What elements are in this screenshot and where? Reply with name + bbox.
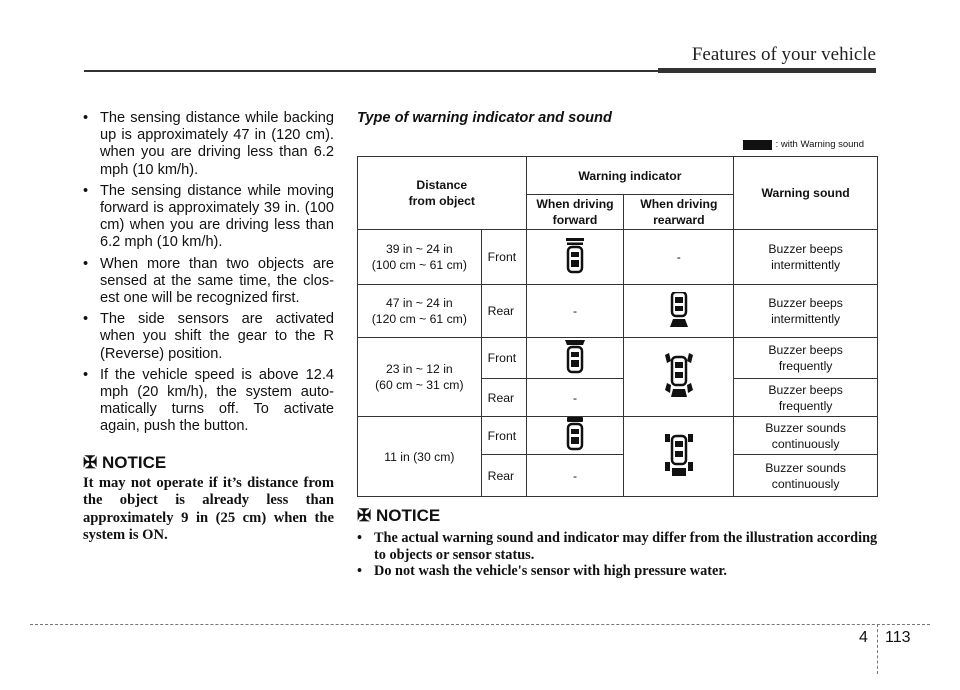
header-forward-line1: When driving xyxy=(536,197,614,211)
sound-line1: Buzzer beeps xyxy=(768,382,843,397)
rearward-indicator-cell: - xyxy=(624,230,734,285)
distance-cell xyxy=(358,338,482,417)
header-distance-line1: Distance xyxy=(416,178,468,192)
sound-line1: Buzzer beeps xyxy=(768,343,843,357)
sound-line2: intermittently xyxy=(771,258,841,272)
sound-cell xyxy=(734,379,878,417)
header-rearward xyxy=(624,195,734,230)
sound-cell xyxy=(734,417,878,455)
forward-indicator-cell xyxy=(526,417,624,455)
cross-icon: ✠ xyxy=(357,506,372,525)
warning-table xyxy=(357,156,878,497)
notice-item-text: The actual warning sound and indicator may differ from the illustration according to objects or sensor status. xyxy=(374,530,878,563)
rearward-indicator-cell xyxy=(624,338,734,417)
distance-line2: (60 cm ~ 31 cm) xyxy=(375,378,464,392)
bullet-text: If the vehicle speed is above 12.4 mph (20 km/h), the system auto- matically turns off. To activate again, push the button. xyxy=(100,366,334,435)
distance-line2: (100 cm ~ 61 cm) xyxy=(371,258,467,272)
bullet-text: The side sensors are activated when you shift the gear to the R (Reverse) position. xyxy=(100,311,334,362)
header-indicator: Warning indicator xyxy=(526,157,734,195)
rearward-indicator-cell xyxy=(624,417,734,497)
bullet-dot: • xyxy=(357,563,363,580)
bullet-text: When more than two objects are sensed at the same time, the clos- est one will be recognized first. xyxy=(100,255,334,307)
bullet-item xyxy=(83,311,334,363)
header-rearward-line2: rearward xyxy=(653,213,705,227)
notice-title-text: NOTICE xyxy=(101,452,167,472)
position-cell: Front xyxy=(481,230,526,285)
warning-sound-swatch xyxy=(743,140,772,150)
sound-line2: frequently xyxy=(778,359,833,373)
distance-cell xyxy=(358,285,482,338)
bullet-text: The sensing distance while moving forward is approximately 39 in. (100 cm) when you are driving less than 6.2 mph (10 km/h). xyxy=(100,182,334,251)
header-forward xyxy=(526,195,624,230)
bullet-dot: • xyxy=(83,255,89,272)
notice-item xyxy=(357,530,878,563)
bullet-dot: • xyxy=(357,530,363,546)
legend-text: : with Warning sound xyxy=(775,139,864,150)
forward-indicator-cell xyxy=(526,338,624,379)
distance-cell xyxy=(358,230,482,285)
notice-body: It may not operate if it’s distance from the object is already less than approximately 9 in (25 cm) when the system is ON. xyxy=(83,474,334,544)
header-rearward-line1: When driving xyxy=(640,197,718,211)
bullet-dot: • xyxy=(83,311,89,328)
car-rear-sensor-icon xyxy=(669,292,689,328)
notice-item-text: Do not wash the vehicle's sensor with high pressure water. xyxy=(374,563,727,580)
legend xyxy=(743,139,864,150)
sound-line2: frequently xyxy=(778,398,833,413)
bullet-dot: • xyxy=(83,182,89,199)
car-front-corner-sensor-icon xyxy=(564,340,586,374)
distance-line2: (120 cm ~ 61 cm) xyxy=(371,312,467,326)
position-cell: Rear xyxy=(481,455,526,497)
notice-body xyxy=(357,530,878,580)
chapter-number: 4 xyxy=(859,629,868,646)
bullet-item xyxy=(83,256,334,308)
bullet-dot: • xyxy=(83,366,89,383)
page-number: 113 xyxy=(885,629,911,646)
sound-line2: continuously xyxy=(771,476,840,491)
rearward-indicator-cell xyxy=(624,285,734,338)
distance-line1: 47 in ~ 24 in xyxy=(385,296,453,310)
bullet-item xyxy=(83,183,334,252)
distance-cell: 11 in (30 cm) xyxy=(358,417,482,497)
header-sound: Warning sound xyxy=(734,157,878,230)
sound-cell xyxy=(734,338,878,379)
header-rule-accent xyxy=(658,68,876,73)
right-column xyxy=(357,110,878,491)
forward-indicator-cell: - xyxy=(526,285,624,338)
sound-cell xyxy=(734,285,878,338)
distance-line1: 23 in ~ 12 in xyxy=(385,362,453,376)
header-distance-line2: from object xyxy=(408,194,475,208)
distance-line1: 39 in ~ 24 in xyxy=(385,242,453,256)
bullet-text: The sensing distance while backing up is approximately 47 in (120 cm). when you are driving less than 6.2 mph (10 km/h). xyxy=(100,110,334,178)
notice-title-text: NOTICE xyxy=(375,506,441,525)
header-distance xyxy=(358,157,527,230)
position-cell: Rear xyxy=(481,379,526,417)
notice-item xyxy=(357,563,878,580)
car-side-rear-sensor-icon xyxy=(665,353,693,399)
sound-line1: Buzzer beeps xyxy=(768,296,843,310)
sound-line1: Buzzer beeps xyxy=(768,242,843,256)
sound-line1: Buzzer sounds xyxy=(765,460,846,475)
position-cell: Rear xyxy=(481,285,526,338)
cross-icon: ✠ xyxy=(83,452,98,472)
notice-heading xyxy=(357,506,878,526)
header-forward-line2: forward xyxy=(552,213,598,227)
sound-line2: intermittently xyxy=(771,312,841,326)
car-front-sensor-icon xyxy=(565,238,585,274)
footer-divider xyxy=(877,624,878,674)
position-cell: Front xyxy=(481,338,526,379)
section-title: Type of warning indicator and sound xyxy=(357,110,612,126)
sound-cell xyxy=(734,230,878,285)
sound-cell xyxy=(734,455,878,497)
forward-indicator-cell xyxy=(526,230,624,285)
bullet-dot: • xyxy=(83,110,89,126)
footer-rule xyxy=(30,624,930,625)
car-side-close-sensor-icon xyxy=(665,432,693,478)
car-front-close-sensor-icon xyxy=(564,417,586,451)
header-section-title: Features of your vehicle xyxy=(691,44,876,65)
forward-indicator-cell: - xyxy=(526,379,624,417)
sound-line1: Buzzer sounds xyxy=(765,420,846,435)
bullet-item xyxy=(83,367,334,436)
left-column xyxy=(83,110,334,544)
bullet-item xyxy=(83,110,334,179)
sound-line2: continuously xyxy=(771,436,840,451)
forward-indicator-cell: - xyxy=(526,455,624,497)
position-cell: Front xyxy=(481,417,526,455)
notice-heading xyxy=(83,454,334,471)
notice-box xyxy=(357,506,878,580)
